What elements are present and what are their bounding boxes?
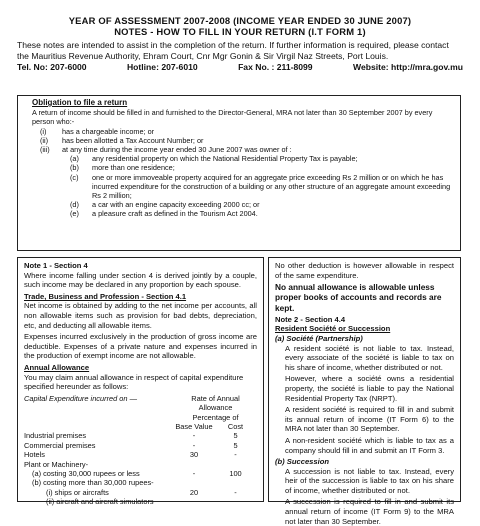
annual-allowance-text: You may claim annual allowance in respect of capital expenditure specified hereunder as follows: (24, 372, 244, 392)
table-header-col2: Rate of Annual Allowance (191, 393, 240, 413)
annual-allowance-title: Annual Allowance (24, 362, 90, 372)
succession-paragraph: A succession is not liable to tax. Instead, every heir of the succession is liable to tax on his share of income, whether distributed or not. (285, 466, 454, 495)
table-header-col1: Capital Expenditure incurred on — (24, 393, 137, 403)
table-row-cost (214, 497, 257, 506)
table-row-base: 20 (189, 487, 199, 497)
table-row-cost: - (234, 450, 237, 460)
trade-title: Trade, Business and Profession - Section 4.1 (24, 291, 187, 301)
succession-paragraph: A succession is required to fill in and submit its annual return of income (IT Form 9) to the MRA not later than 30 September. (285, 497, 454, 526)
contact-line (17, 62, 463, 72)
trade-paragraph: Net income is obtained by adding to the net income per accounts, all non allowable items such as provision for bad debts, depreciation, etc, and deducting all allowable items. (24, 301, 257, 330)
table-row-name: Commercial premises (24, 440, 96, 450)
obligation-item: (ii) has been allotted a Tax Account Number; or (40, 135, 204, 145)
table-row-name: Industrial premises (24, 431, 87, 441)
right-bold-paragraph: No annual allowance is allowable unless proper books of accounts and records are kept. (275, 282, 442, 313)
right-paragraph: No other deduction is however allowable in respect of the same expenditure. (275, 261, 454, 280)
obligation-title: Obligation to file a return (32, 98, 128, 107)
table-row-name: (i) ships or aircrafts (46, 487, 109, 497)
obligation-subitem: (c) one or more immoveable property acquired for an aggregate price exceeding Rs 2 million or on which he has incurred expenditure for the construction of a building or any other structure of an aggregate amount exceeding Rs 2 million; (70, 172, 451, 201)
obligation-subitems (26, 154, 452, 218)
obligation-items (26, 127, 452, 155)
obligation-item: (i) has a chargeable income; or (40, 126, 155, 136)
societe-paragraph: A non-resident société which is liable to tax as a company should fill in and submit an IT Form 3. (285, 435, 454, 455)
societe-title: (a) Société (Partnership) (275, 333, 363, 343)
table-row-cost (214, 460, 257, 469)
obligation-subitem: (a) any residential property on which the National Residential Property Tax is payable; (70, 154, 358, 164)
table-header-cost: Cost (227, 421, 244, 431)
table-row-base: - (192, 468, 196, 478)
capital-allowance-table (24, 394, 257, 507)
table-row-cost: - (234, 487, 237, 497)
document-header (0, 15, 480, 72)
website-link[interactable]: Website: http://mra.gov.mu (352, 62, 463, 72)
table-row-name: (ii) aircraft and aircraft simulators (46, 497, 154, 507)
hotline-number: Hotline: 207-6010 (126, 62, 198, 72)
note2-title: Note 2 - Section 4.4 (275, 314, 346, 324)
note1-text: Where income falling under section 4 is derived jointly by a couple, such income may be declared in any proportion by each spouse. (24, 270, 257, 290)
obligation-item: (iii) at any time during the income year ended 30 June 2007 was owner of : (40, 145, 292, 155)
document-subtitle: NOTES - HOW TO FILL IN YOUR RETURN (I.T FORM 1) (114, 26, 366, 37)
table-header-percentage: Percentage of (192, 412, 239, 422)
table-header-base: Base Value (175, 421, 213, 431)
societe-paragraph: A resident société is required to fill in and submit its annual return of income (IT Form 6) to the MRA not later than 30 September. (285, 405, 454, 434)
table-row-name: (b) costing more than 30,000 rupees- (32, 478, 154, 488)
obligation-subitem: (d) a car with an engine capacity exceeding 2000 cc; or (70, 200, 260, 210)
obligation-subitem: (b) more than one residence; (70, 163, 175, 173)
table-row-base: 30 (189, 450, 199, 460)
obligation-box (17, 95, 461, 251)
table-row-base: - (192, 440, 196, 450)
table-row-name: Plant or Machinery- (24, 459, 89, 469)
table-row-base (174, 460, 214, 469)
document-title: YEAR OF ASSESSMENT 2007-2008 (INCOME YEAR ENDED 30 JUNE 2007) (68, 15, 412, 26)
note1-title: Note 1 - Section 4 (24, 261, 88, 270)
table-row-cost (214, 478, 257, 487)
table-row-name: (a) costing 30,000 rupees or less (32, 468, 140, 478)
page (0, 15, 480, 526)
tel-number: Tel. No: 207-6000 (17, 62, 87, 72)
obligation-text: A return of income should be filled in and furnished to the Director-General, MRA not later than 30 September 2007 by every person who:- (32, 108, 433, 127)
table-row-base (174, 497, 214, 506)
obligation-subitem: (e) a pleasure craft as defined in the Tourism Act 2004. (70, 209, 258, 219)
note2-subtitle: Resident Société or Succession (275, 324, 391, 334)
intro-text: These notes are intended to assist in the completion of the return. If further information is required, please contact the Mauritius Revenue Authority, Ehram Court, Cnr Mgr Gonin & Sir Virgil Naz Streets, Port Louis. (17, 40, 449, 61)
table-row-cost: 100 (229, 468, 242, 478)
fax-number: Fax No. : 211-8099 (238, 62, 313, 72)
succession-title: (b) Succession (275, 457, 330, 467)
societe-paragraph: However, where a société owns a residential property, the société is liable to pay the National Residential Property Tax (NRPT). (285, 374, 454, 403)
table-row-base: - (192, 431, 196, 441)
table-row-cost: 5 (233, 431, 238, 441)
right-column (268, 257, 461, 526)
table-row-name: Hotels (24, 450, 45, 460)
table-row-cost: 5 (233, 440, 238, 450)
left-column (17, 257, 264, 507)
table-row-base (174, 478, 214, 487)
societe-paragraph: A resident société is not liable to tax. Instead, every associate of the société is liable to tax on his share of income, whether distributed or not. (285, 343, 454, 372)
trade-paragraph: Expenses incurred exclusively in the production of gross income are deductible. Expenses of a private nature and expenses incurred in the production of exempt income are not allowable. (24, 332, 257, 361)
